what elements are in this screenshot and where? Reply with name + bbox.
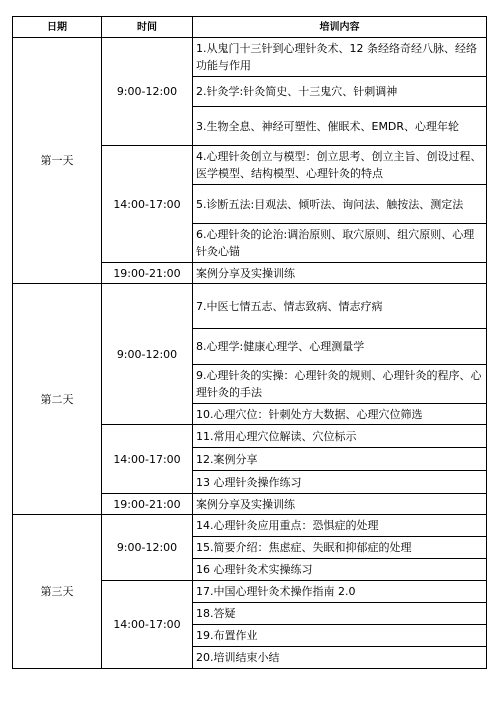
content-item: 5.诊断五法:目观法、倾听法、询问法、触按法、测定法 xyxy=(193,185,487,224)
content-item: 13 心理针灸操作练习 xyxy=(193,471,487,494)
header-day: 日期 xyxy=(13,17,102,38)
content-item: 14.心理针灸应用重点：恐惧症的处理 xyxy=(193,515,487,537)
day-label: 第二天 xyxy=(13,284,102,515)
day-label: 第三天 xyxy=(13,515,102,669)
content-item: 12.案例分享 xyxy=(193,448,487,471)
content-item: 7.中医七情五志、情志致病、情志疗病 xyxy=(193,284,487,329)
content-item: 1.从鬼门十三针到心理针灸术、12 条经络奇经八脉、经络功能与作用 xyxy=(193,38,487,77)
content-item: 20.培训结束小结 xyxy=(193,647,487,669)
time-slot: 14:00-17:00 xyxy=(102,146,193,263)
header-content: 培训内容 xyxy=(193,17,487,38)
time-slot: 19:00-21:00 xyxy=(102,494,193,515)
content-item: 案例分享及实操训练 xyxy=(193,494,487,515)
content-item: 15.简要介绍：焦虑症、失眠和抑郁症的处理 xyxy=(193,537,487,559)
time-slot: 14:00-17:00 xyxy=(102,581,193,669)
content-item: 18.答疑 xyxy=(193,603,487,625)
content-item: 17.中国心理针灸术操作指南 2.0 xyxy=(193,581,487,603)
time-slot: 14:00-17:00 xyxy=(102,425,193,494)
day-label: 第一天 xyxy=(13,38,102,284)
content-item: 3.生物全息、神经可塑性、催眠术、EMDR、心理年轮 xyxy=(193,107,487,146)
content-item: 4.心理针灸创立与模型：创立思考、创立主旨、创设过程、医学模型、结构模型、心理针灸的特点 xyxy=(193,146,487,185)
content-item: 19.布置作业 xyxy=(193,625,487,647)
table-row xyxy=(13,515,487,537)
content-item: 6.心理针灸的论治:调治原则、取穴原则、组穴原则、心理针灸心锚 xyxy=(193,224,487,263)
header-time: 时间 xyxy=(102,17,193,38)
time-slot: 19:00-21:00 xyxy=(102,263,193,284)
table-row xyxy=(13,38,487,77)
content-item: 2.针灸学:针灸简史、十三鬼穴、针刺调神 xyxy=(193,77,487,107)
content-item: 16 心理针灸术实操练习 xyxy=(193,559,487,581)
content-item: 8.心理学:健康心理学、心理测量学 xyxy=(193,329,487,365)
header-row xyxy=(13,17,487,38)
training-schedule-table xyxy=(12,16,487,669)
table-row xyxy=(13,284,487,329)
content-item: 10.心理穴位：针刺处方大数据、心理穴位筛选 xyxy=(193,404,487,425)
time-slot: 9:00-12:00 xyxy=(102,284,193,425)
content-item: 9.心理针灸的实操：心理针灸的规则、心理针灸的程序、心理针灸的手法 xyxy=(193,365,487,404)
time-slot: 9:00-12:00 xyxy=(102,38,193,146)
content-item: 案例分享及实操训练 xyxy=(193,263,487,284)
content-item: 11.常用心理穴位解读、穴位标示 xyxy=(193,425,487,448)
schedule-body xyxy=(13,38,487,669)
time-slot: 9:00-12:00 xyxy=(102,515,193,581)
